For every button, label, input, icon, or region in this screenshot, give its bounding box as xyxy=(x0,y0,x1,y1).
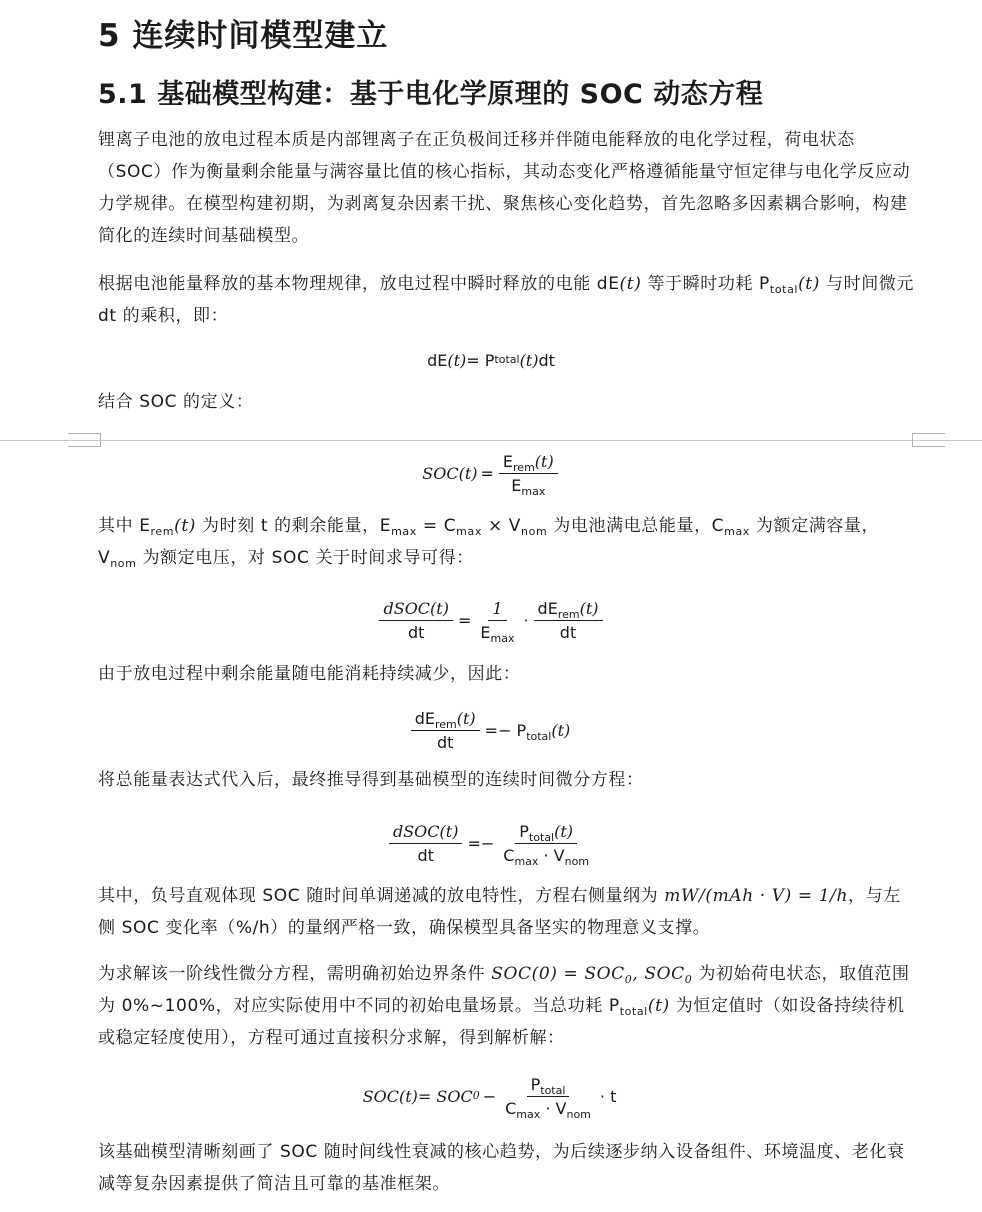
equation-soc-derivative: $\frac{\text{dSOC(t)}}{dt}$ = $\frac{1}{E_{max}}$ · $\frac{dE_{rem}(t)}{dt}$ xyxy=(0,594,982,646)
section-heading: 5 连续时间模型建立 xyxy=(98,18,389,54)
equation-energy-rate: $\frac{dE_{rem}(t)}{dt}$ =− $P_{total}(t)$ xyxy=(0,704,982,756)
paragraph-initial-condition: 为求解该一阶线性微分方程，需明确初始边界条件 $SOC(0) = SOC_0$, $SOC_0$ 为初始荷电状态，取值范围为 0%~100%，对应实际使用中不同的初始电量场景。当总功耗 $P_{total}(t)$ 为恒定值时（如设备持续待机或稳定轻度使用），方程可通过直接积分求解，得到解析解： xyxy=(98,964,910,1048)
paragraph-conclusion: 该基础模型清晰刻画了 SOC 随时间线性衰减的核心趋势，为后续逐步纳入设备组件、环境温度、老化衰减等复杂因素提供了简洁且可靠的基准框架。 xyxy=(98,1142,905,1194)
paragraph-dimension-analysis: 其中，负号直观体现 SOC 随时间单调递减的放电特性，方程右侧量纲为 mW/(mAh · V) = 1/h，与左侧 SOC 变化率（%/h）的量纲严格一致，确保模型具备坚实的物理意义支撑。 xyxy=(98,886,901,938)
fraction: $\frac{P_{total}(t)}{C_{max} \cdot V_{nom}}$ xyxy=(503,821,590,868)
fraction: $\frac{dE_{rem}(t)}{dt}$ xyxy=(411,709,480,752)
paragraph-intro: 锂离子电池的放电过程本质是内部锂离子在正负极间迁移并伴随电能释放的电化学过程，荷电状态（SOC）作为衡量剩余能量与满容量比值的核心指标，其动态变化严格遵循能量守恒定律与电化学反应动力学规律。在模型构建初期，为剥离复杂因素干扰、聚焦核心变化趋势，首先忽略多因素耦合影响，构建简化的连续时间基础模型。 xyxy=(98,130,911,246)
equation-soc-ode: $\frac{\text{dSOC(t)}}{dt}$ =− $\frac{P_{total}(t)}{C_{max} \cdot V_{nom}}$ xyxy=(0,816,982,870)
paragraph-soc-definition: 结合 SOC 的定义： xyxy=(98,392,254,412)
fraction: $\frac{\text{dSOC(t)}}{dt}$ xyxy=(379,599,452,642)
fraction: $\frac{dE_{rem}(t)}{dt}$ xyxy=(534,599,603,642)
crop-mark-left xyxy=(68,433,101,447)
equation-energy: dE (t) = P total (t) dt xyxy=(427,350,555,370)
paragraph-substitution: 将总能量表达式代入后，最终推导得到基础模型的连续时间微分方程： xyxy=(98,770,644,790)
fraction: $\frac{1}{E_{max}}$ xyxy=(480,598,515,645)
equation-soc-definition: SOC (t) = $\frac{E_{rem}(t)}{E_{max}}$ xyxy=(0,448,982,498)
fraction: $\frac{E_{rem}(t)}{E_{max}}$ xyxy=(499,452,558,495)
equation-analytic-solution: SOC (t) = SOC 0 − $\frac{P_{total}}{C_{max} \cdot V_{nom}}$ · t xyxy=(362,1074,617,1121)
paragraph-variable-definitions: 其中 $E_{rem}(t)$ 为时刻 t 的剩余能量，$E_{max} = C_{max} \times V_{nom}$ 为电池满电总能量，$C_{max}$ 为额定满容量，$V_{nom}$ 为额定电压，对 SOC 关于时间求导可得： xyxy=(98,516,880,570)
paragraph-energy-law: 根据电池能量释放的基本物理规律，放电过程中瞬时释放的电能 dE(t) 等于瞬时功耗 $P_{total}(t)$ 与时间微元 dt 的乘积，即： xyxy=(98,274,914,326)
page-break-line xyxy=(0,440,982,441)
crop-mark-right xyxy=(912,433,945,447)
paragraph-energy-decrease: 由于放电过程中剩余能量随电能消耗持续减少，因此： xyxy=(98,664,521,684)
subsection-heading: 5.1 基础模型构建：基于电化学原理的 SOC 动态方程 xyxy=(98,79,764,110)
fraction: $\frac{P_{total}}{C_{max} \cdot V_{nom}}$ xyxy=(505,1074,591,1121)
fraction: $\frac{\text{dSOC(t)}}{dt}$ xyxy=(389,822,462,865)
